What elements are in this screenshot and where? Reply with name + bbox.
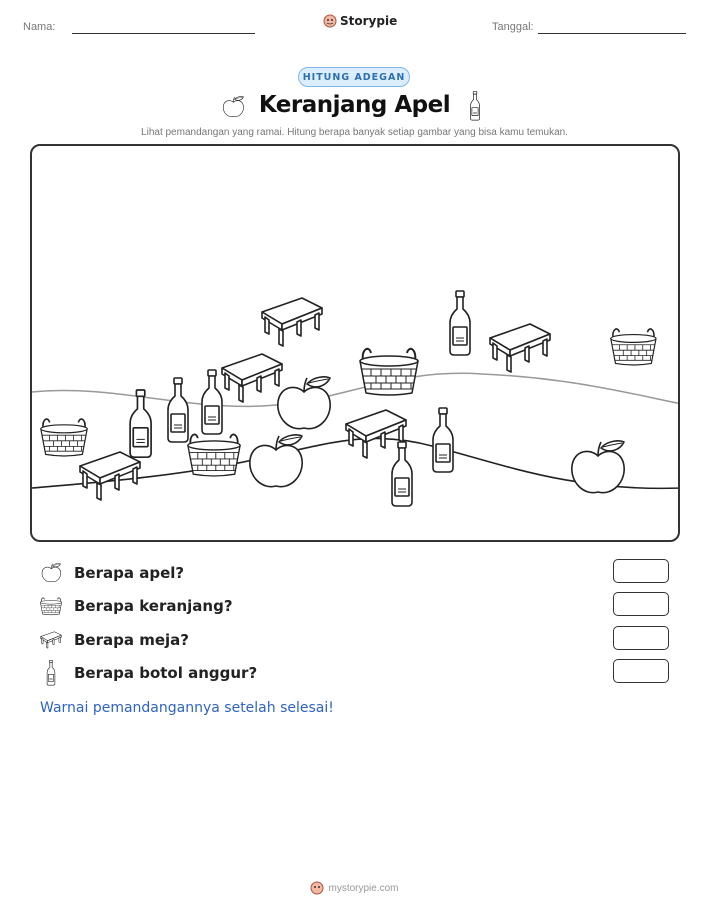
basket-icon	[40, 594, 62, 618]
scene-illustration	[32, 146, 680, 542]
apple-item	[250, 435, 302, 487]
brand-name: Storypie	[340, 14, 398, 28]
brand-logo	[323, 14, 397, 28]
answer-box-baskets[interactable]	[613, 592, 669, 616]
wine-bottle-icon	[467, 91, 483, 121]
table-icon	[40, 628, 62, 652]
title-row	[0, 90, 709, 126]
basket-item	[41, 419, 87, 456]
name-label: Nama:	[23, 21, 56, 33]
instructions: Lihat pemandangan yang ramai. Hitung berapa banyak setiap gambar yang bisa kamu temukan.	[141, 127, 568, 138]
apple-item	[572, 441, 624, 493]
wine-bottle-icon	[40, 661, 62, 685]
question-apples	[40, 560, 184, 586]
wine-bottle-item	[130, 390, 151, 457]
question-baskets	[40, 593, 233, 619]
basket-item	[611, 329, 656, 365]
page-title: Keranjang Apel	[258, 92, 451, 118]
table-item	[222, 354, 282, 402]
wine-bottle-item	[392, 442, 412, 506]
wine-bottle-item	[168, 378, 188, 442]
coloring-note: Warnai pemandangannya setelah selesai!	[40, 700, 334, 716]
question-text: Berapa apel?	[74, 564, 185, 582]
name-field-line[interactable]	[72, 33, 255, 34]
basket-item	[360, 349, 418, 395]
table-item	[262, 298, 322, 346]
table-item	[80, 452, 140, 500]
answer-box-tables[interactable]	[613, 626, 669, 650]
site-url[interactable]: mystorypie.com	[328, 882, 399, 894]
counting-scene	[30, 144, 680, 542]
date-field-line[interactable]	[538, 33, 686, 34]
basket-item	[188, 434, 240, 476]
apple-item	[278, 377, 330, 429]
question-tables	[40, 627, 189, 653]
date-label: Tanggal:	[492, 21, 534, 33]
question-text: Berapa meja?	[74, 631, 189, 649]
table-item	[490, 324, 550, 372]
storypie-mascot-icon	[323, 14, 337, 28]
back-hill-line	[32, 373, 680, 406]
wine-bottle-item	[450, 291, 470, 355]
wine-bottle-item	[433, 408, 453, 472]
storypie-mascot-icon	[310, 881, 324, 895]
table-item	[346, 410, 406, 458]
answer-box-apples[interactable]	[613, 559, 669, 583]
activity-badge: HITUNG ADEGAN	[298, 67, 410, 87]
answer-box-bottles[interactable]	[613, 659, 669, 683]
question-text: Berapa botol anggur?	[74, 664, 258, 682]
question-text: Berapa keranjang?	[74, 597, 233, 615]
site-footer	[0, 881, 709, 895]
wine-bottle-item	[202, 370, 222, 434]
apple-icon	[40, 561, 62, 585]
question-bottles	[40, 660, 257, 686]
